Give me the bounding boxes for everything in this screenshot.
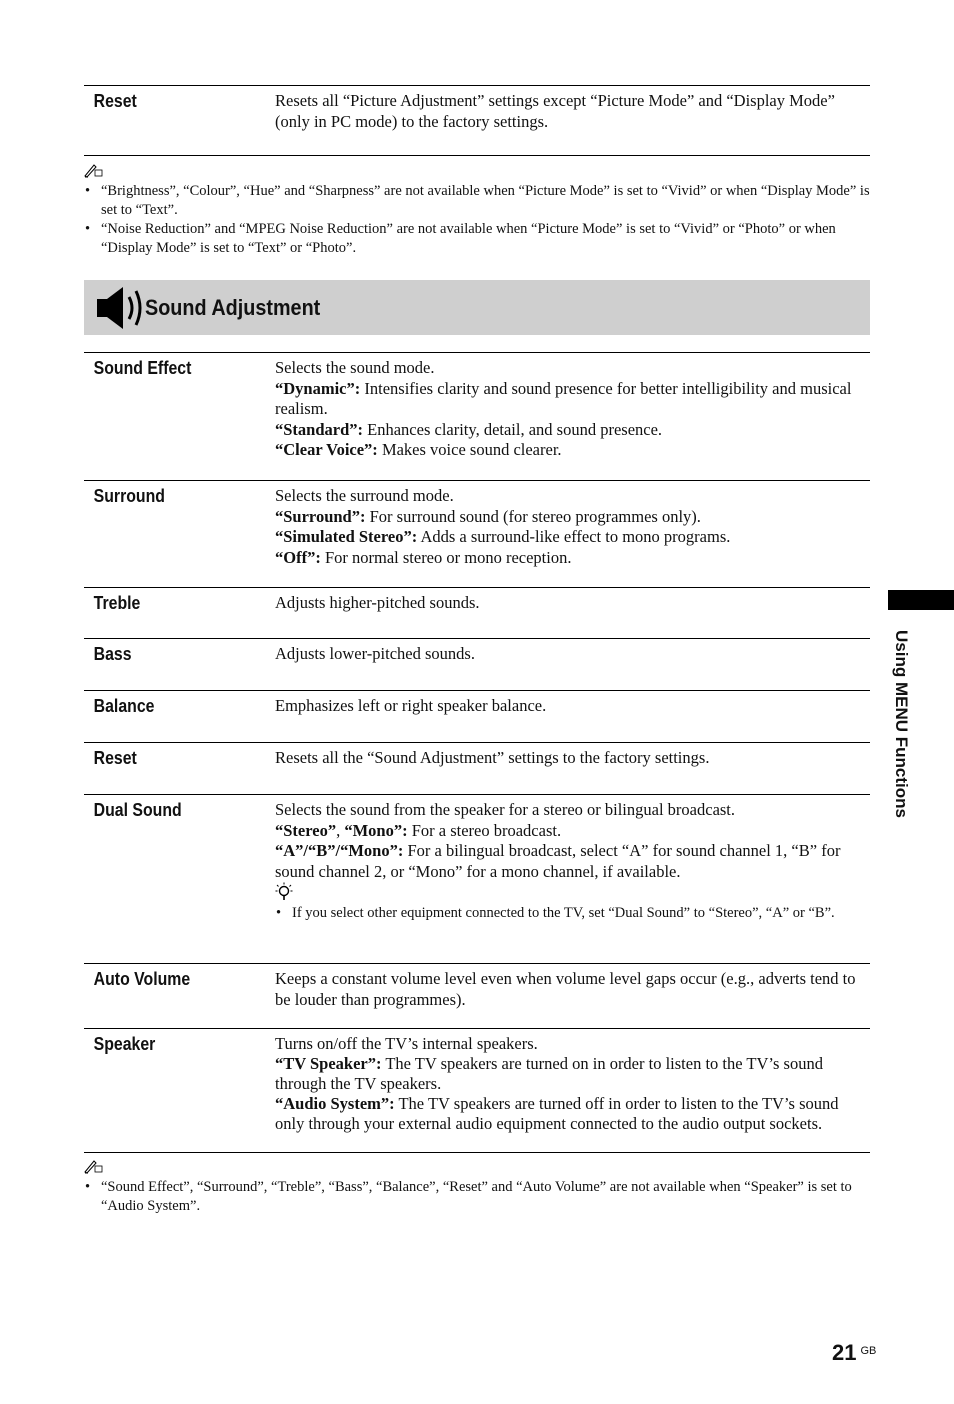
term-treble: Treble [93,593,141,613]
table-row [84,587,870,638]
desc-reset-sound: Resets all the “Sound Adjustment” settings to the factory settings. [275,748,710,767]
term-reset: Reset [93,91,137,111]
desc-balance: Emphasizes left or right speaker balance. [275,696,547,715]
table-row [84,480,870,587]
table-row [84,86,870,155]
term-speaker: Speaker [93,1034,156,1054]
note-item: • “Brightness”, “Colour”, “Hue” and “Sharpness” are not available when “Picture Mode” is set to “Vivid” or when “Display Mode” is set to “Text”. [84,182,870,220]
table-row [84,690,870,742]
term-reset-sound: Reset [93,748,137,768]
term-bass: Bass [93,644,132,664]
desc-dual-sound: Selects the sound from the speaker for a stereo or bilingual broadcast. “Stereo”, “Mono”: For a stereo broadcast. “A”/“B”/“Mono”: For a bilingual broadcast, select “A” for sound channel 1, “B” for sound channel 2, or “Mono” for a mono channel, if available. • If you select other equipment connected to the TV, set “Dual Sound” to “Stereo”, “A” or “B”. [275,795,870,963]
chapter-tab-marker [888,590,954,610]
desc-auto-volume: Keeps a constant volume level even when volume level gaps occur (e.g., adverts tend to be louder than programmes). [275,969,856,1009]
speaker-icon [95,285,145,331]
table-row [84,742,870,794]
section-title: Sound Adjustment [145,294,321,320]
term-surround: Surround [93,486,165,506]
note-item: • “Sound Effect”, “Surround”, “Treble”, “Bass”, “Balance”, “Reset” and “Auto Volume” are not available when “Speaker” is set to “Audio System”. [84,1178,870,1216]
desc-bass: Adjusts lower-pitched sounds. [275,644,475,663]
term-sound-effect: Sound Effect [93,358,192,378]
desc-treble: Adjusts higher-pitched sounds. [275,593,480,612]
table-row [84,1028,870,1152]
desc-reset: Resets all “Picture Adjustment” settings except “Picture Mode” and “Display Mode” (only in PC mode) to the factory settings. [275,91,835,131]
lightbulb-hint-icon [275,882,870,904]
section-banner [84,280,870,335]
table-row [84,794,870,963]
note-item: • “Noise Reduction” and “MPEG Noise Reduction” are not available when “Picture Mode” is set to “Vivid” or “Photo” or when “Display Mode” is set to “Text” or “Photo”. [84,220,870,258]
picture-adjustment-table [84,85,870,156]
pencil-note-icon [84,162,870,182]
page-number: 21 $^{GB}$ [832,1340,877,1365]
chapter-label: Using MENU Functions [892,630,911,818]
desc-surround: Selects the surround mode. “Surround”: For surround sound (for stereo programmes only). “Simulated Stereo”: Adds a surround-like effect to mono programs. “Off”: For normal stereo or mono reception. [275,486,731,567]
table-row [84,353,870,480]
notes-top [84,162,870,258]
sound-adjustment-table [84,352,870,1153]
notes-bottom [84,1158,870,1216]
term-auto-volume: Auto Volume [93,969,191,989]
term-balance: Balance [93,696,155,716]
desc-speaker: Turns on/off the TV’s internal speakers. “TV Speaker”: The TV speakers are turned on in order to listen to the TV’s sound through the TV speakers. “Audio System”: The TV speakers are turned off in order to listen to the TV’s sound only through your external audio equipment connected to the audio output sockets. [275,1034,839,1133]
pencil-note-icon [84,1158,870,1178]
table-row [84,638,870,690]
term-dual-sound: Dual Sound [93,800,182,820]
desc-sound-effect: Selects the sound mode. “Dynamic”: Intensifies clarity and sound presence for better intelligibility and musical realism. “Standard”: Enhances clarity, detail, and sound presence. “Clear Voice”: Makes voice sound clearer. [275,358,852,459]
tip-item: • If you select other equipment connected to the TV, set “Dual Sound” to “Stereo”, “A” or “B”. [275,904,870,923]
table-row [84,963,870,1028]
